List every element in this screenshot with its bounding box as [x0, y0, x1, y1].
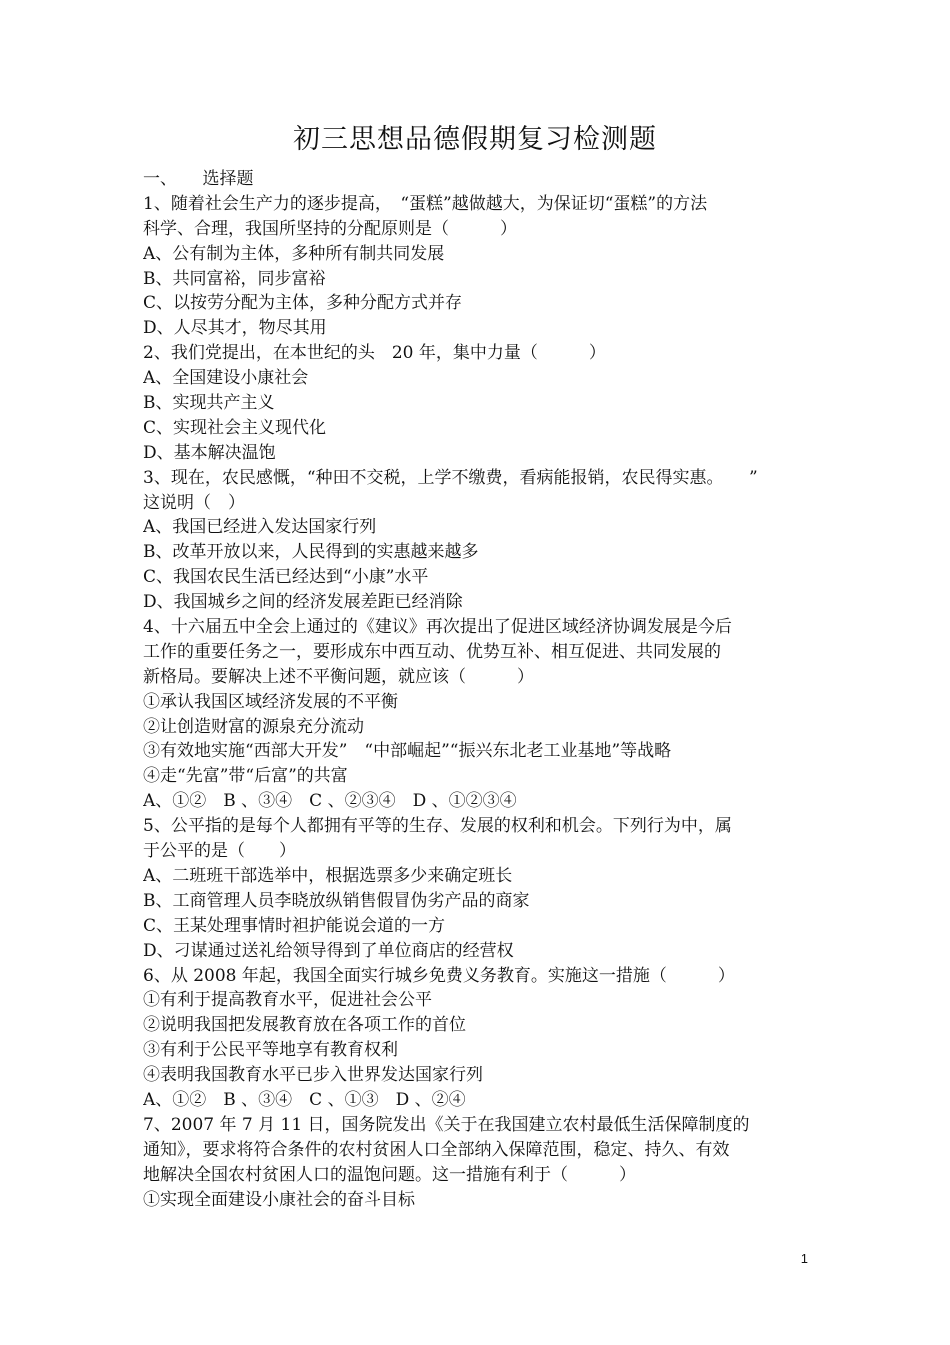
text-line: A、①② B 、③④ C 、①③ D 、②④	[143, 1089, 466, 1110]
text-line: 地解决全国农村贫困人口的温饱问题。这一措施有利于（ ）	[143, 1164, 636, 1185]
document-body	[143, 167, 793, 1212]
text-line: 3、现在，农民感慨，“种田不交税，上学不缴费，看病能报销，农民得实惠。 ”	[143, 467, 758, 488]
text-line: 一、 选择题	[143, 169, 254, 189]
text-line: A、①② B 、③④ C 、②③④ D 、①②③④	[143, 791, 517, 812]
text-line: ①实现全面建设小康社会的奋斗目标	[143, 1189, 415, 1210]
text-line: B、工商管理人员李晓放纵销售假冒伪劣产品的商家	[143, 890, 530, 911]
text-line: B、实现共产主义	[143, 393, 275, 414]
text-line: 通知》，要求将符合条件的农村贫困人口全部纳入保障范围，稳定、持久、有效	[143, 1139, 730, 1160]
text-line: B、改革开放以来，人民得到的实惠越来越多	[143, 542, 479, 563]
page-number: 1	[800, 1251, 808, 1266]
text-line: ①有利于提高教育水平，促进社会公平	[143, 990, 432, 1011]
text-line: 这说明（ ）	[143, 492, 245, 513]
text-line: 6、从 2008 年起，我国全面实行城乡免费义务教育。实施这一措施（ ）	[143, 965, 735, 986]
text-line: D、我国城乡之间的经济发展差距已经消除	[143, 592, 463, 613]
text-line: C、王某处理事情时袒护能说会道的一方	[143, 915, 446, 936]
text-line: A、我国已经进入发达国家行列	[143, 517, 377, 538]
text-line: 2、我们党提出，在本世纪的头 20 年，集中力量（ ）	[143, 343, 606, 364]
text-line: D、基本解决温饱	[143, 442, 276, 463]
text-line: 4、十六届五中全会上通过的《建议》再次提出了促进区域经济协调发展是今后	[143, 617, 732, 638]
text-line: C、我国农民生活已经达到“小康”水平	[143, 567, 429, 588]
text-line: ②说明我国把发展教育放在各项工作的首位	[143, 1015, 466, 1036]
text-line: D、刁谋通过送礼给领导得到了单位商店的经营权	[143, 940, 514, 961]
text-line: C、实现社会主义现代化	[143, 417, 327, 438]
text-line: ②让创造财富的源泉充分流动	[143, 716, 364, 737]
text-line: 新格局。要解决上述不平衡问题，就应该（ ）	[143, 666, 534, 687]
text-line: 1、随着社会生产力的逐步提高， “蛋糕”越做越大，为保证切“蛋糕”的方法	[143, 193, 708, 214]
text-line: 工作的重要任务之一，要形成东中西互动、优势互补、相互促进、共同发展的	[143, 641, 721, 662]
text-line: 5、公平指的是每个人都拥有平等的生存、发展的权利和机会。下列行为中，属	[143, 816, 732, 837]
text-line: 科学、合理，我国所坚持的分配原则是（ ）	[143, 218, 517, 239]
text-line: ①承认我国区域经济发展的不平衡	[143, 691, 398, 712]
text-line: ④走“先富”带“后富”的共富	[143, 766, 348, 787]
text-line: A、二班班干部选举中，根据选票多少来确定班长	[143, 865, 513, 886]
text-line: A、公有制为主体，多种所有制共同发展	[143, 243, 445, 264]
text-line: D、人尽其才，物尽其用	[143, 318, 327, 339]
text-line: ④表明我国教育水平已步入世界发达国家行列	[143, 1065, 483, 1086]
text-line: A、全国建设小康社会	[143, 368, 309, 389]
text-line: 7、2007 年 7 月 11 日，国务院发出《关于在我国建立农村最低生活保障制度的	[143, 1114, 750, 1135]
text-line: C、以按劳分配为主体，多种分配方式并存	[143, 293, 463, 314]
text-line: ③有利于公民平等地享有教育权利	[143, 1040, 398, 1061]
text-line: B、共同富裕，同步富裕	[143, 268, 326, 289]
text-line: 于公平的是（ ）	[143, 841, 296, 862]
document-title: 初三思想品德假期复习检测题	[293, 124, 657, 155]
text-line: ③有效地实施“西部大开发” “中部崛起”“振兴东北老工业基地”等战略	[143, 741, 672, 762]
